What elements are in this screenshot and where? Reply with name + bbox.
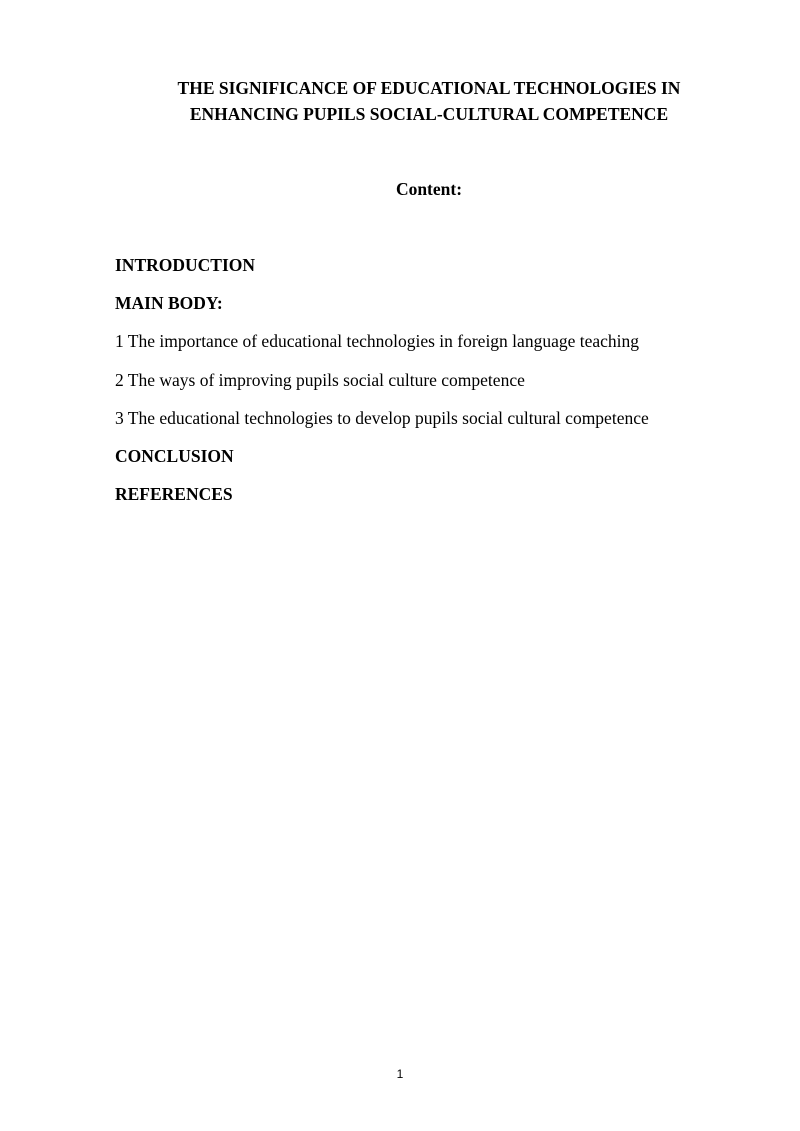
page-number: 1 [396,1067,404,1081]
content-heading: Content: [395,179,463,199]
toc-item-conclusion: CONCLUSION [115,445,234,466]
document-title [115,75,743,127]
toc-item-introduction: INTRODUCTION [115,255,256,275]
toc-item-references: REFERENCES [115,484,233,505]
toc-item-section-1: 1 The importance of educational technologies in foreign language teaching [115,331,640,352]
toc-item-main-body: MAIN BODY: [115,293,223,314]
toc-item-section-2: 2 The ways of improving pupils social culture competence [115,369,525,390]
toc-item-section-3: 3 The educational technologies to develop pupils social cultural competence [115,407,649,428]
title-line: ENHANCING PUPILS SOCIAL-CULTURAL COMPETENCE [189,104,669,124]
title-line: THE SIGNIFICANCE OF EDUCATIONAL TECHNOLOGIES IN [177,78,681,98]
table-of-contents [115,254,755,521]
